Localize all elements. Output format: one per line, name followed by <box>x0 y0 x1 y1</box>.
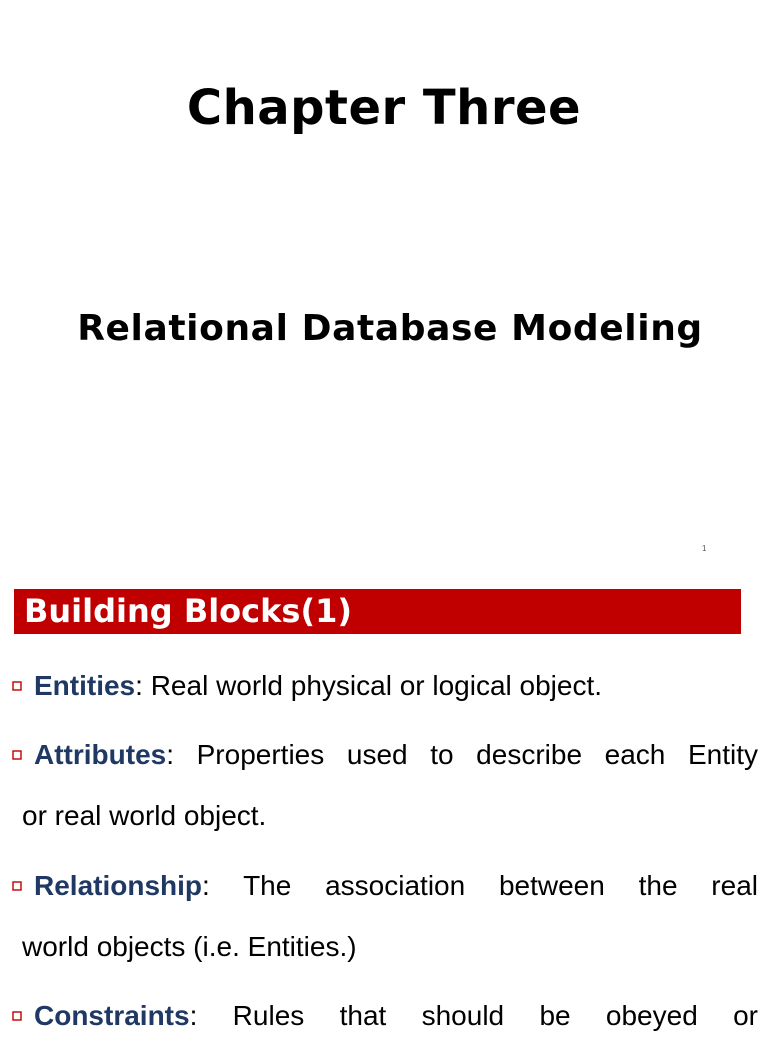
bullet-attributes <box>12 724 758 846</box>
bullet-text: Rules that should be obeyed or <box>197 1000 758 1031</box>
square-bullet-icon <box>12 681 22 691</box>
bullet-text: The association between the real <box>209 870 758 901</box>
bullet-separator: : <box>166 739 175 770</box>
bullet-separator: : <box>135 670 143 701</box>
bullet-term: Relationship <box>34 870 203 901</box>
square-bullet-icon <box>12 881 22 891</box>
bullet-term: Entities <box>34 670 136 701</box>
bullet-separator: : <box>202 870 210 901</box>
slide-heading: Building Blocks(1) <box>24 592 352 630</box>
bullet-entities <box>12 655 758 716</box>
chapter-title: Chapter Three <box>186 80 582 136</box>
bullet-text: Real world physical or logical object. <box>142 670 603 701</box>
square-bullet-icon <box>12 750 22 760</box>
slide-number: 1 <box>702 544 707 553</box>
bullet-term: Constraints <box>34 1000 190 1031</box>
slide-title-bar <box>14 589 741 634</box>
chapter-subtitle: Relational Database Modeling <box>77 308 703 349</box>
bullet-text: Properties used to describe each Entity <box>174 739 758 770</box>
bullet-separator: : <box>189 1000 198 1031</box>
bullet-continuation: or real world object. <box>22 800 267 831</box>
bullet-continuation: world objects (i.e. Entities.) <box>22 931 357 962</box>
bullet-term: Attributes <box>34 739 167 770</box>
bullet-relationship <box>12 855 758 977</box>
bullet-constraints <box>12 985 758 1046</box>
slide-building-blocks <box>0 575 768 1031</box>
square-bullet-icon <box>12 1011 22 1021</box>
